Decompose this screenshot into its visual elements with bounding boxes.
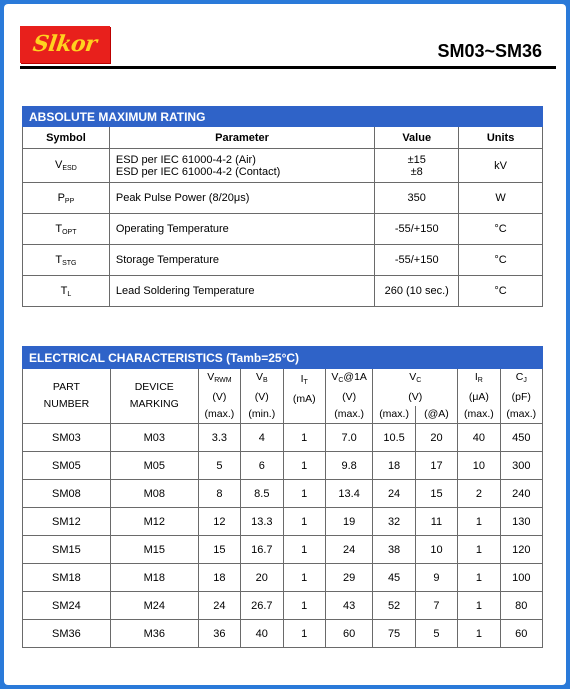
amr-section-title: ABSOLUTE MAXIMUM RATING — [23, 107, 543, 127]
vc-qual-at: (@A) — [415, 406, 457, 423]
amr-value-text: 350 — [407, 192, 426, 204]
amr-unit-cell: °C — [459, 214, 543, 245]
ec-cell-vc-1a: 60 — [325, 620, 372, 648]
ec-cell-ir: 1 — [458, 508, 500, 536]
amr-symbol-cell: $P_{PP}$ — [23, 183, 110, 214]
ec-cell-device-marking: M12 — [110, 508, 198, 536]
ec-cell-vrwm: 5 — [198, 452, 240, 480]
ec-col-cj — [500, 369, 542, 424]
ec-cell-part-number: SM05 — [23, 452, 111, 480]
ec-cell-vc-1a: 19 — [325, 508, 372, 536]
amr-parameter-cell — [109, 149, 374, 183]
ec-col-part-number — [23, 369, 111, 424]
ec-col-ir — [458, 369, 500, 424]
vb-qual: (min.) — [248, 408, 276, 420]
vrwm-qual: (max.) — [204, 408, 235, 420]
ec-row — [23, 480, 543, 508]
ec-cell-device-marking: M08 — [110, 480, 198, 508]
ec-cell-part-number: SM03 — [23, 424, 111, 452]
ec-col-it — [283, 369, 325, 424]
vc-qual-max: (max.) — [379, 408, 409, 420]
ec-row — [23, 564, 543, 592]
amr-parameter-text: ESD per IEC 61000-4-2 (Contact) — [115, 165, 281, 178]
ec-cell-vb: 16.7 — [241, 536, 283, 564]
amr-row — [23, 276, 543, 307]
amr-col-units: Units — [459, 127, 543, 149]
ec-cell-vc-max: 38 — [373, 536, 415, 564]
amr-symbol-cell: $T_{STG}$ — [23, 245, 110, 276]
ec-cell-ir: 1 — [458, 536, 500, 564]
ec-cell-part-number: SM08 — [23, 480, 111, 508]
ec-cell-device-marking: M18 — [110, 564, 198, 592]
amr-parameter-text: Lead Soldering Temperature — [115, 285, 255, 297]
amr-parameter-cell — [109, 276, 374, 307]
ec-cell-vc-1a: 9.8 — [325, 452, 372, 480]
ec-cell-vc-max: 32 — [373, 508, 415, 536]
ec-cell-vc-max: 52 — [373, 592, 415, 620]
cj-qual: (max.) — [506, 408, 537, 420]
ec-cell-cj: 100 — [500, 564, 542, 592]
ec-cell-vc-at: 10 — [415, 536, 457, 564]
ec-cell-vc-at: 11 — [415, 508, 457, 536]
slkor-logo — [20, 26, 110, 63]
ec-cell-cj: 130 — [500, 508, 542, 536]
ec-cell-part-number: SM36 — [23, 620, 111, 648]
amr-unit-cell: °C — [459, 276, 543, 307]
vrwm-symbol: $V_{RWM}$ — [207, 371, 232, 384]
ec-row — [23, 592, 543, 620]
amr-unit-cell: W — [459, 183, 543, 214]
ec-cell-vc-1a: 24 — [325, 536, 372, 564]
ec-cell-vc-at: 17 — [415, 452, 457, 480]
ec-cell-vc-max: 24 — [373, 480, 415, 508]
amr-parameter-text: Operating Temperature — [115, 223, 229, 235]
ec-col-vc-1a — [325, 369, 372, 424]
amr-parameter-text: Storage Temperature — [115, 254, 219, 266]
vc-quals — [373, 406, 457, 423]
it-symbol: $I_T$ — [300, 373, 308, 386]
amr-row — [23, 149, 543, 183]
ec-col-vb — [241, 369, 283, 424]
ec-marking-line2: MARKING — [129, 398, 179, 410]
ec-cell-vb: 6 — [241, 452, 283, 480]
amr-value-cell — [375, 149, 459, 183]
ec-cell-it: 1 — [283, 564, 325, 592]
ec-header-row — [23, 369, 543, 424]
ec-cell-vc-at: 20 — [415, 424, 457, 452]
ec-cell-it: 1 — [283, 620, 325, 648]
amr-symbol-cell: $V_{ESD}$ — [23, 149, 110, 183]
absolute-maximum-rating-table — [22, 106, 543, 307]
logo-text: Slkor — [31, 31, 99, 57]
amr-parameter-text: ESD per IEC 61000-4-2 (Air) — [115, 153, 256, 166]
ec-cell-vb: 20 — [241, 564, 283, 592]
vb-symbol: $V_B$ — [255, 371, 268, 384]
ec-cell-vc-max: 45 — [373, 564, 415, 592]
ec-cell-cj: 120 — [500, 536, 542, 564]
amr-row — [23, 245, 543, 276]
amr-header-row — [23, 127, 543, 149]
amr-row — [23, 214, 543, 245]
ec-cell-vc-1a: 13.4 — [325, 480, 372, 508]
ec-cell-vrwm: 18 — [198, 564, 240, 592]
ec-cell-part-number: SM12 — [23, 508, 111, 536]
ec-cell-part-number: SM15 — [23, 536, 111, 564]
ec-cell-vrwm: 15 — [198, 536, 240, 564]
page-title: SM03~SM36 — [437, 41, 542, 61]
amr-value-text: ±8 — [410, 165, 423, 178]
ec-cell-vc-max: 75 — [373, 620, 415, 648]
cj-symbol: $C_J$ — [515, 371, 527, 384]
ec-cell-cj: 240 — [500, 480, 542, 508]
amr-value-cell — [375, 183, 459, 214]
ec-col-vc — [373, 369, 458, 424]
ec-cell-device-marking: M36 — [110, 620, 198, 648]
vc1a-qual: (max.) — [334, 408, 364, 420]
ec-cell-vc-1a: 7.0 — [325, 424, 372, 452]
ec-row — [23, 508, 543, 536]
amr-value-text: -55/+150 — [394, 254, 439, 266]
ec-col-device-marking — [110, 369, 198, 424]
ec-cell-vb: 26.7 — [241, 592, 283, 620]
ec-cell-vc-max: 10.5 — [373, 424, 415, 452]
ec-cell-it: 1 — [283, 452, 325, 480]
ec-cell-it: 1 — [283, 424, 325, 452]
cj-unit: (pF) — [511, 391, 531, 403]
ec-cell-ir: 1 — [458, 564, 500, 592]
amr-col-symbol: Symbol — [23, 127, 110, 149]
it-unit: (mA) — [292, 393, 316, 405]
amr-col-parameter: Parameter — [109, 127, 374, 149]
ec-cell-vc-at: 7 — [415, 592, 457, 620]
amr-symbol-cell: $T_L$ — [23, 276, 110, 307]
ec-section-title: ELECTRICAL CHARACTERISTICS (Tamb=25°C) — [23, 347, 543, 369]
ec-cell-vb: 8.5 — [241, 480, 283, 508]
ec-marking-line1: DEVICE — [134, 381, 174, 393]
ec-cell-it: 1 — [283, 592, 325, 620]
amr-parameter-cell — [109, 183, 374, 214]
ec-col-vrwm — [198, 369, 240, 424]
amr-parameter-cell — [109, 214, 374, 245]
ec-cell-vc-at: 9 — [415, 564, 457, 592]
ec-cell-ir: 40 — [458, 424, 500, 452]
amr-value-text: -55/+150 — [394, 223, 439, 235]
ec-cell-part-number: SM24 — [23, 592, 111, 620]
ec-cell-vc-max: 18 — [373, 452, 415, 480]
ec-cell-device-marking: M05 — [110, 452, 198, 480]
ec-cell-vb: 40 — [241, 620, 283, 648]
ir-symbol: $I_R$ — [474, 371, 483, 384]
ec-cell-vc-1a: 29 — [325, 564, 372, 592]
ec-cell-vc-1a: 43 — [325, 592, 372, 620]
header-divider — [20, 66, 556, 69]
amr-value-cell — [375, 276, 459, 307]
ec-cell-part-number: SM18 — [23, 564, 111, 592]
ec-row — [23, 424, 543, 452]
amr-value-cell — [375, 245, 459, 276]
ec-row — [23, 452, 543, 480]
ec-cell-vb: 13.3 — [241, 508, 283, 536]
ec-cell-it: 1 — [283, 536, 325, 564]
ec-cell-ir: 1 — [458, 592, 500, 620]
ec-part-line1: PART — [52, 381, 80, 393]
ec-cell-cj: 450 — [500, 424, 542, 452]
ir-qual: (max.) — [464, 408, 494, 420]
ec-cell-device-marking: M03 — [110, 424, 198, 452]
amr-unit-cell: °C — [459, 245, 543, 276]
amr-col-value: Value — [375, 127, 459, 149]
amr-parameter-text: Peak Pulse Power (8/20μs) — [115, 192, 250, 204]
vc-unit: (V) — [408, 391, 423, 403]
ec-cell-ir: 1 — [458, 620, 500, 648]
ec-row — [23, 536, 543, 564]
amr-value-text: 260 (10 sec.) — [384, 285, 449, 297]
ec-cell-vrwm: 24 — [198, 592, 240, 620]
ec-cell-cj: 60 — [500, 620, 542, 648]
vc-symbol: $V_C$ — [409, 371, 422, 384]
amr-unit-cell: kV — [459, 149, 543, 183]
amr-parameter-cell — [109, 245, 374, 276]
amr-value-text: ±15 — [407, 153, 426, 166]
vc1a-unit: (V) — [342, 391, 357, 403]
ec-cell-vb: 4 — [241, 424, 283, 452]
ec-cell-vrwm: 3.3 — [198, 424, 240, 452]
vc1a-symbol: $V_C@1A$ — [331, 371, 367, 384]
ir-unit: (μA) — [468, 391, 489, 403]
amr-value-cell — [375, 214, 459, 245]
ec-cell-vrwm: 36 — [198, 620, 240, 648]
amr-row — [23, 183, 543, 214]
ec-row — [23, 620, 543, 648]
ec-cell-ir: 10 — [458, 452, 500, 480]
ec-cell-device-marking: M24 — [110, 592, 198, 620]
ec-cell-vrwm: 8 — [198, 480, 240, 508]
ec-cell-it: 1 — [283, 508, 325, 536]
ec-cell-cj: 80 — [500, 592, 542, 620]
electrical-characteristics-table — [22, 346, 543, 648]
amr-symbol-cell: $T_{OPT}$ — [23, 214, 110, 245]
ec-cell-ir: 2 — [458, 480, 500, 508]
ec-part-line2: NUMBER — [43, 398, 90, 410]
ec-cell-vrwm: 12 — [198, 508, 240, 536]
ec-cell-vc-at: 15 — [415, 480, 457, 508]
ec-cell-cj: 300 — [500, 452, 542, 480]
ec-cell-device-marking: M15 — [110, 536, 198, 564]
vrwm-unit: (V) — [212, 391, 227, 403]
ec-cell-vc-at: 5 — [415, 620, 457, 648]
ec-cell-it: 1 — [283, 480, 325, 508]
vb-unit: (V) — [254, 391, 269, 403]
